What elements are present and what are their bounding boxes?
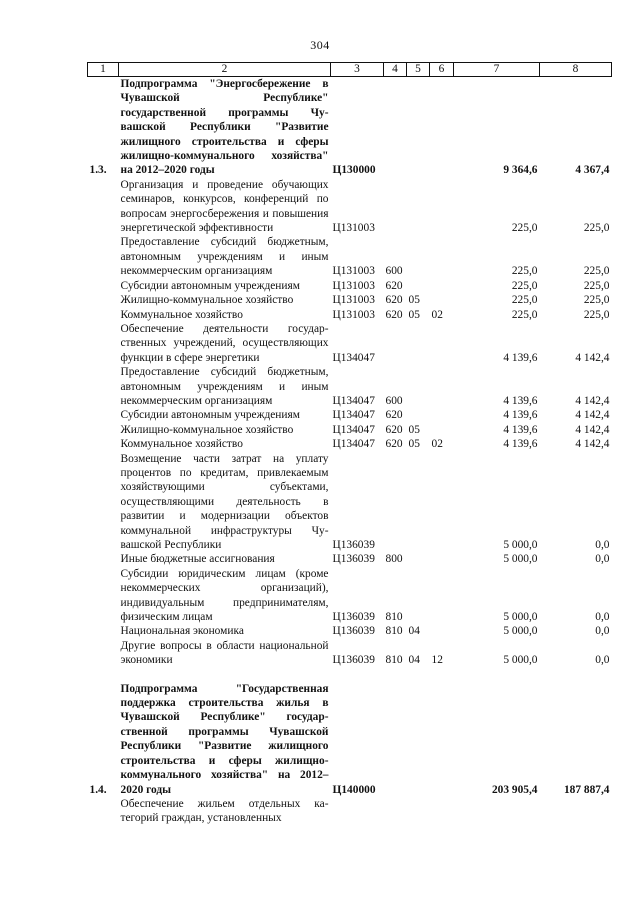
row-rz: 05 [408, 308, 420, 321]
row-amount-2013: 4 139,6 [503, 423, 538, 436]
table-row [88, 322, 612, 365]
row-name: Коммунальное хозяйство [120, 308, 243, 321]
row-number [88, 639, 119, 668]
row-rz [407, 452, 430, 553]
row-amount-2014: 225,0 [583, 265, 610, 278]
row-pr [430, 279, 454, 293]
header-cell-4: 4 [384, 63, 407, 77]
row-number [88, 293, 119, 307]
row-code [331, 797, 384, 826]
row-rz [407, 235, 430, 278]
row-amount-2013: 4 139,6 [503, 394, 538, 407]
row-number [88, 322, 119, 365]
row-number: 1.3. [89, 164, 107, 177]
row-name: Другие вопросы в области национальной экономики [120, 639, 329, 667]
row-rz: 05 [408, 423, 420, 436]
row-amount-2014: 4 142,4 [575, 423, 610, 436]
budget-table [87, 62, 612, 826]
row-rz [407, 797, 430, 826]
row-pr [430, 682, 454, 797]
row-amount-2013: 225,0 [511, 279, 538, 292]
row-rz [407, 279, 430, 293]
row-code: Ц136039 [332, 553, 375, 566]
row-amount-2014: 0,0 [595, 654, 610, 667]
row-amount-2013: 225,0 [511, 222, 538, 235]
row-code: Ц136039 [332, 654, 375, 667]
spacer-row [88, 668, 612, 682]
header-cell-8: 8 [540, 63, 612, 77]
table-row [88, 552, 612, 566]
header-cell-3: 3 [331, 63, 384, 77]
row-number [88, 797, 119, 826]
row-pr [430, 423, 454, 437]
row-rz [407, 567, 430, 625]
row-pr [430, 552, 454, 566]
table-row [88, 639, 612, 668]
row-amount-2013: 225,0 [511, 308, 538, 321]
row-amount-2014: 4 367,4 [575, 164, 610, 177]
row-code: Ц136039 [332, 611, 375, 624]
row-number [88, 408, 119, 422]
row-code: Ц136039 [332, 539, 375, 551]
row-pr [430, 797, 454, 826]
row-vr: 620 [385, 438, 403, 451]
row-vr [384, 178, 407, 236]
table-row [88, 365, 612, 408]
table-row [88, 797, 612, 826]
row-pr [430, 235, 454, 278]
row-rz: 04 [408, 654, 420, 667]
row-amount-2013: 203 905,4 [491, 783, 538, 796]
row-vr [384, 797, 407, 826]
header-cell-5: 5 [407, 63, 430, 77]
header-cell-7: 7 [454, 63, 540, 77]
table-row [88, 624, 612, 638]
row-amount-2013: 5 000,0 [503, 539, 538, 551]
table-row [88, 682, 612, 797]
row-pr [430, 322, 454, 365]
row-number [88, 452, 119, 553]
row-amount-2014: 4 142,4 [575, 351, 610, 364]
row-amount-2013: 5 000,0 [503, 553, 538, 566]
row-name: Организация и проведение обучающих семинаров, конкурсов, конференций по вопросам энергосбережения и повышения энергетической эффективности [120, 178, 329, 235]
row-code: Ц131003 [332, 279, 375, 292]
row-number [88, 552, 119, 566]
row-rz [407, 365, 430, 408]
spacer-cell [88, 668, 612, 682]
row-amount-2014: 4 142,4 [575, 394, 610, 407]
row-code: Ц131003 [332, 265, 375, 278]
row-amount-2014: 0,0 [595, 539, 610, 551]
table-row [88, 77, 612, 178]
row-amount-2013: 225,0 [511, 294, 538, 307]
table-row [88, 293, 612, 307]
row-vr [384, 77, 407, 178]
row-number [88, 437, 119, 451]
row-pr [430, 77, 454, 178]
row-vr [384, 452, 407, 553]
row-amount-2013 [454, 797, 540, 826]
row-amount-2013: 4 139,6 [503, 351, 538, 364]
row-name: Субсидии юридическим лицам (кроме некоммерческих организаций), индивидуальным предпринимателям, физическим лицам [120, 567, 329, 624]
table-row [88, 437, 612, 451]
row-code: Ц134047 [332, 409, 375, 422]
row-name: Подпрограмма "Энергосбережение в Чувашской Республике" государственной программы Чувашской Республики "Развитие жилищного строительства и сферы жилищно-коммунального хозяйства" на 2012–2020 годы [120, 78, 329, 177]
table-row [88, 178, 612, 236]
row-number [88, 423, 119, 437]
row-name: Возмещение части затрат на уплату процентов по кредитам, привлекаемым хозяйствующими субъектами, осуществляющими деятельность в развитии и модернизации объектов коммунальной инфраструктуры Чувашской Республики [120, 452, 329, 551]
row-vr: 810 [385, 625, 403, 638]
row-name: Предоставление субсидий бюджетным, автономным учреждениям и иным некоммерческим организациям [120, 236, 329, 278]
row-rz [407, 77, 430, 178]
table-row [88, 235, 612, 278]
row-vr: 620 [385, 279, 403, 292]
row-pr [430, 293, 454, 307]
row-amount-2013: 9 364,6 [503, 164, 538, 177]
row-amount-2014: 225,0 [583, 294, 610, 307]
row-amount-2013: 5 000,0 [503, 654, 538, 667]
row-pr [430, 365, 454, 408]
row-code: Ц140000 [332, 783, 376, 796]
row-pr: 02 [431, 438, 443, 451]
row-name: Национальная экономика [120, 625, 244, 638]
row-name: Жилищно-коммунальное хозяйство [120, 294, 294, 307]
row-number [88, 624, 119, 638]
row-name: Коммунальное хозяйство [120, 438, 243, 451]
row-vr: 620 [385, 409, 403, 422]
row-number [88, 178, 119, 236]
table-row [88, 308, 612, 322]
row-amount-2014: 4 142,4 [575, 409, 610, 422]
row-code: Ц134047 [332, 351, 375, 364]
row-amount-2014: 225,0 [583, 308, 610, 321]
header-row [88, 63, 612, 77]
row-rz [407, 682, 430, 797]
row-number [88, 567, 119, 625]
row-code: Ц131003 [332, 222, 375, 235]
row-code: Ц131003 [332, 294, 375, 307]
row-amount-2014: 225,0 [583, 279, 610, 292]
row-name: Субсидии автономным учреждениям [120, 279, 300, 292]
row-code: Ц134047 [332, 438, 375, 451]
row-number [88, 308, 119, 322]
row-number: 1.4. [89, 783, 107, 796]
row-pr: 02 [431, 308, 443, 321]
row-rz: 05 [408, 438, 420, 451]
row-name: Подпрограмма "Государственная поддержка строительства жилья в Чувашской Республике" государственной программы Чувашской Республики "Развитие жилищного строительства и сферы жилищно-коммунального хозяйства" на 2012–2020 годы [120, 682, 329, 796]
row-pr [430, 178, 454, 236]
row-rz [407, 322, 430, 365]
row-rz [407, 178, 430, 236]
table-row [88, 279, 612, 293]
row-code: Ц134047 [332, 394, 375, 407]
row-amount-2013: 4 139,6 [503, 438, 538, 451]
row-amount-2014: 187 887,4 [563, 783, 610, 796]
row-name: Обеспечение деятельности государственных учреждений, осуществляющих функции в сфере энергетики [120, 322, 329, 364]
row-vr: 600 [385, 265, 403, 278]
row-amount-2013: 225,0 [511, 265, 538, 278]
row-rz: 04 [408, 625, 420, 638]
header-cell-1: 1 [88, 63, 119, 77]
row-rz: 05 [408, 294, 420, 307]
header-cell-6: 6 [430, 63, 454, 77]
row-code: Ц131003 [332, 308, 375, 321]
table-row [88, 408, 612, 422]
row-amount-2014 [540, 797, 612, 826]
row-vr: 800 [385, 553, 403, 566]
row-code: Ц134047 [332, 423, 375, 436]
row-amount-2014: 4 142,4 [575, 438, 610, 451]
row-name: Субсидии автономным учреждениям [120, 409, 300, 422]
row-vr [384, 682, 407, 797]
row-amount-2014: 0,0 [595, 625, 610, 638]
row-vr: 620 [385, 294, 403, 307]
row-amount-2014: 225,0 [583, 222, 610, 235]
row-amount-2014: 0,0 [595, 611, 610, 624]
row-rz [407, 408, 430, 422]
table-row [88, 452, 612, 553]
budget-body [88, 77, 612, 826]
row-number [88, 365, 119, 408]
row-pr [430, 452, 454, 553]
row-vr [384, 322, 407, 365]
row-vr: 600 [385, 394, 403, 407]
row-name: Жилищно-коммунальное хозяйство [120, 423, 294, 436]
row-name: Обеспечение жильем отдельных категорий граждан, установленных [120, 797, 329, 825]
row-pr [430, 624, 454, 638]
page-number: 304 [310, 38, 330, 52]
row-name: Предоставление субсидий бюджетным, автономным учреждениям и иным некоммерческим организациям [120, 366, 329, 407]
row-name: Иные бюджетные ассигнования [120, 553, 275, 566]
header-cell-2: 2 [119, 63, 331, 77]
row-number [88, 279, 119, 293]
row-amount-2013: 5 000,0 [503, 611, 538, 624]
row-vr: 810 [385, 654, 403, 667]
row-code: Ц130000 [332, 164, 376, 177]
table-row [88, 423, 612, 437]
row-pr [430, 567, 454, 625]
row-vr: 620 [385, 308, 403, 321]
row-amount-2013: 4 139,6 [503, 409, 538, 422]
row-rz [407, 552, 430, 566]
table-row [88, 567, 612, 625]
row-number [88, 235, 119, 278]
row-pr [430, 408, 454, 422]
row-amount-2013: 5 000,0 [503, 625, 538, 638]
row-amount-2014: 0,0 [595, 553, 610, 566]
row-code: Ц136039 [332, 625, 375, 638]
row-vr: 620 [385, 423, 403, 436]
row-pr: 12 [431, 654, 443, 667]
row-vr: 810 [385, 611, 403, 624]
